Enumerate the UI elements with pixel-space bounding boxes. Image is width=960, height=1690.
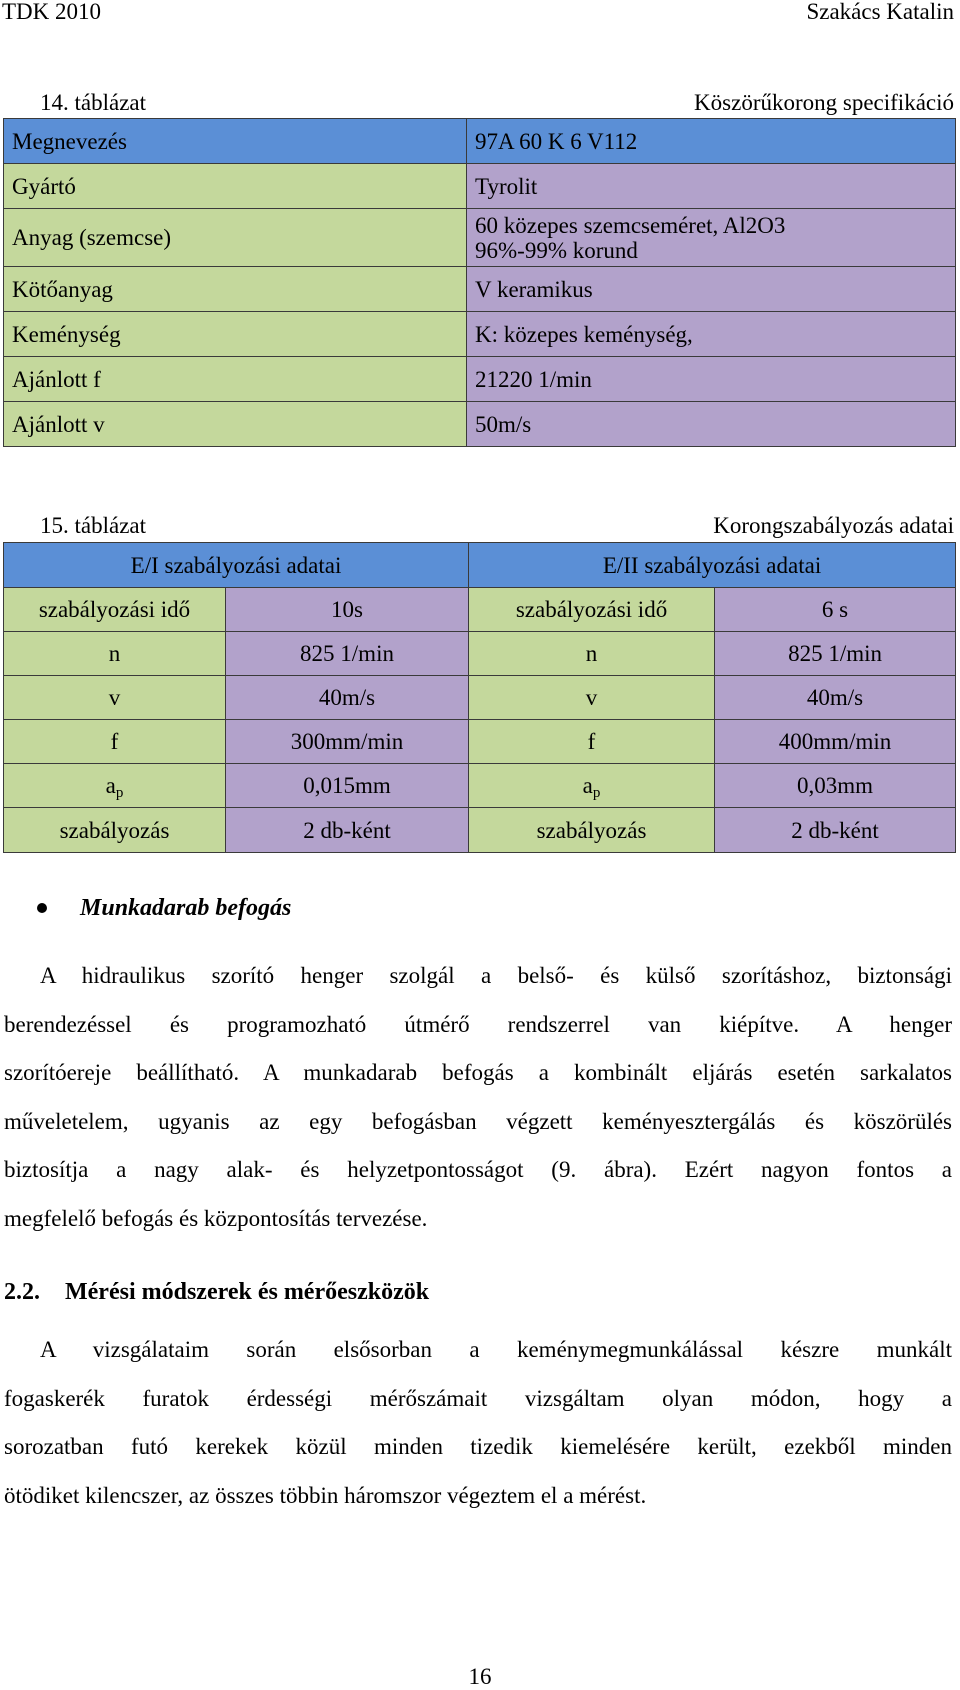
table-cell-value: 2 db-ként <box>715 808 956 853</box>
table-header-right: E/II szabályozási adatai <box>469 543 956 588</box>
table-cell-label: Megnevezés <box>4 119 467 164</box>
table-cell-param: n <box>4 632 226 676</box>
paragraph-line: sorozatban futó kerekek közül minden tizedik kiemelésére került, ezekből minden <box>4 1434 952 1459</box>
table-cell-value: 10s <box>226 588 469 632</box>
table-cell-label: Anyag (szemcse) <box>4 209 467 267</box>
paragraph-line: fogaskerék furatok érdességi mérőszámait vizsgáltam olyan módon, hogy a <box>4 1385 952 1411</box>
table-cell-value-line2: 96%-99% korund <box>475 237 638 263</box>
table-cell-value: 825 1/min <box>715 632 956 676</box>
table-cell-param: v <box>469 676 715 720</box>
table14-caption-number: 14. táblázat <box>40 90 147 115</box>
paragraph-line: A vizsgálataim során elsősorban a keménymegmunkálással készre munkált <box>40 1337 952 1362</box>
section-number: 2.2. <box>4 1279 40 1305</box>
table-cell-label: Ajánlott v <box>4 402 467 447</box>
table-row <box>4 588 956 632</box>
table-row <box>4 720 956 764</box>
table-cell-value: 40m/s <box>226 676 469 720</box>
table-row <box>4 164 956 209</box>
table-cell-value <box>467 209 956 267</box>
table15-caption-number: 15. táblázat <box>40 513 147 538</box>
table-cell-value: 400mm/min <box>715 720 956 764</box>
table-cell-param: n <box>469 632 715 676</box>
table-row <box>4 764 956 808</box>
param-symbol: a <box>105 773 116 798</box>
table-cell-value: 0,03mm <box>715 764 956 808</box>
table-cell-label: Kötőanyag <box>4 267 467 312</box>
bullet-heading: Munkadarab befogás <box>80 895 292 921</box>
table-cell-param <box>469 764 715 808</box>
table-cell-value: 40m/s <box>715 676 956 720</box>
table-cell-label: Gyártó <box>4 164 467 209</box>
table-cell-param: f <box>469 720 715 764</box>
paragraph-line: biztosítja a nagy alak- és helyzetpontosságot (9. ábra). Ezért nagyon fontos a <box>4 1157 952 1182</box>
table-cell-value: 97A 60 K 6 V112 <box>467 119 956 164</box>
table-cell-value: 825 1/min <box>226 632 469 676</box>
table-cell-label: Ajánlott f <box>4 357 467 402</box>
table-cell-param <box>4 764 226 808</box>
table-row <box>4 312 956 357</box>
paragraph-line: szorítóereje beállítható. A munkadarab befogás a kombinált eljárás esetén sarkalatos <box>4 1060 952 1085</box>
table-row <box>4 808 956 853</box>
table-cell-value: 50m/s <box>467 402 956 447</box>
paragraph-line: A hidraulikus szorító henger szolgál a belső- és külső szorításhoz, biztonsági <box>40 963 952 988</box>
table-cell-value: 6 s <box>715 588 956 632</box>
bullet-dot-icon <box>37 903 47 913</box>
table-cell-value: V keramikus <box>467 267 956 312</box>
table-row <box>4 632 956 676</box>
paragraph-line: ötödiket kilencszer, az összes többin háromszor végeztem el a mérést. <box>4 1482 647 1508</box>
table-row <box>4 676 956 720</box>
table-row <box>4 267 956 312</box>
header-left: TDK 2010 <box>2 0 102 24</box>
table-cell-param: v <box>4 676 226 720</box>
table-header-row <box>4 543 956 588</box>
table-cell-value-line1: 60 közepes szemcseméret, Al2O3 <box>475 212 786 238</box>
table14-caption-title: Köszörűkorong specifikáció <box>694 90 954 115</box>
table-row <box>4 209 956 267</box>
param-symbol: a <box>582 773 593 798</box>
table-header-left: E/I szabályozási adatai <box>4 543 469 588</box>
table-cell-param: szabályozási idő <box>4 588 226 632</box>
param-subscript: p <box>592 785 601 801</box>
table-cell-param: f <box>4 720 226 764</box>
table-cell-value: 300mm/min <box>226 720 469 764</box>
table-cell-value: 0,015mm <box>226 764 469 808</box>
paragraph-1 <box>4 952 952 1243</box>
table-cell-value: Tyrolit <box>467 164 956 209</box>
table-cell-value: K: közepes keménység, <box>467 312 956 357</box>
paragraph-line: megfelelő befogás és központosítás tervezése. <box>4 1205 428 1231</box>
table-row <box>4 357 956 402</box>
paragraph-line: berendezéssel és programozható útmérő rendszerrel van kiépítve. A henger <box>4 1011 952 1037</box>
paragraph-line: műveletelem, ugyanis az egy befogásban végzett keményesztergálás és köszörülés <box>4 1108 952 1134</box>
table-cell-label: Keménység <box>4 312 467 357</box>
table-cell-value: 2 db-ként <box>226 808 469 853</box>
table-cell-param: szabályozás <box>469 808 715 853</box>
table-cell-param: szabályozási idő <box>469 588 715 632</box>
table-14 <box>3 118 956 447</box>
table15-caption-title: Korongszabályozás adatai <box>713 513 954 538</box>
paragraph-2 <box>4 1326 952 1520</box>
param-subscript: p <box>115 785 124 801</box>
section-title: Mérési módszerek és mérőeszközök <box>65 1279 430 1305</box>
page-number: 16 <box>468 1664 492 1689</box>
table-cell-param: szabályozás <box>4 808 226 853</box>
header-right: Szakács Katalin <box>806 0 954 24</box>
table-cell-value: 21220 1/min <box>467 357 956 402</box>
table-row <box>4 119 956 164</box>
table-15 <box>3 542 956 853</box>
table-row <box>4 402 956 447</box>
